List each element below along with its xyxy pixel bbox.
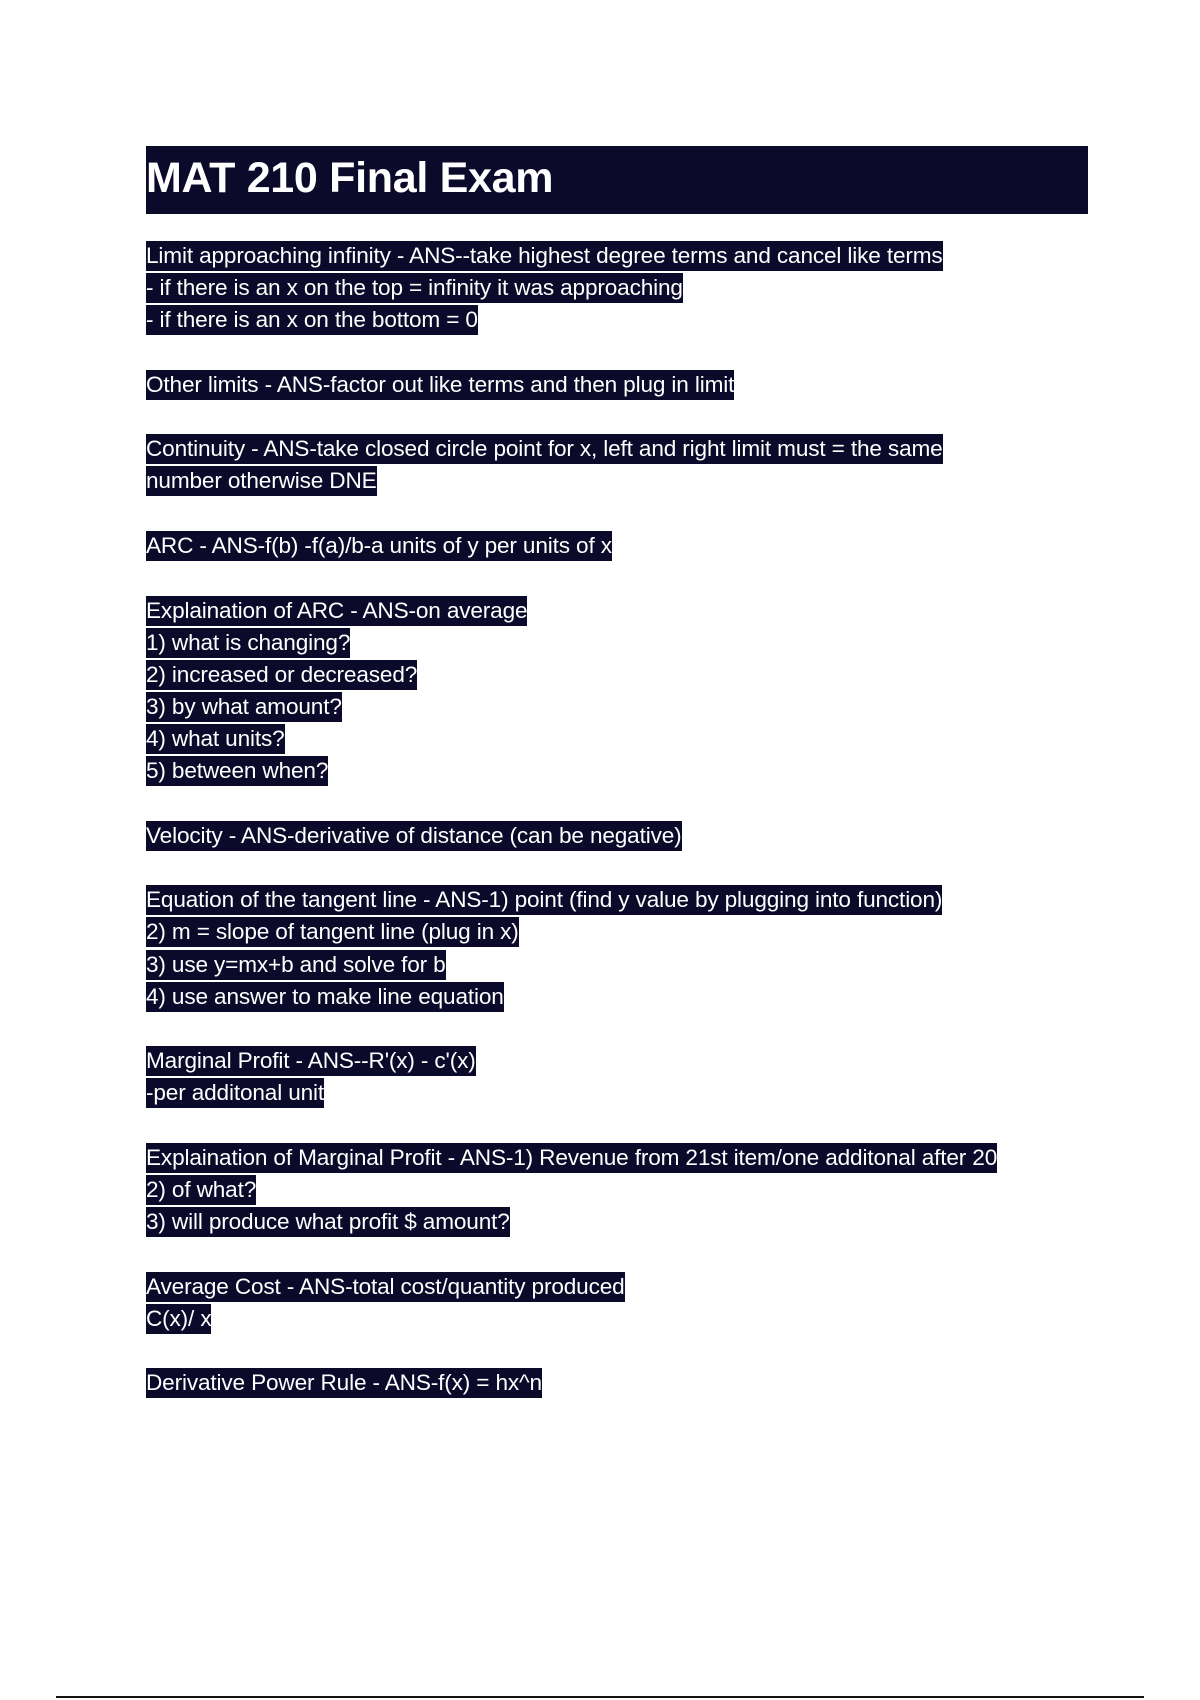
highlighted-text: 1) what is changing?: [146, 628, 350, 658]
flashcard-list: [146, 240, 1106, 1432]
highlighted-text: 2) increased or decreased?: [146, 660, 417, 690]
highlighted-text: 4) what units?: [146, 724, 285, 754]
highlighted-text: Limit approaching infinity - ANS--take highest degree terms and cancel like terms: [146, 241, 943, 271]
flashcard-entry: [146, 1045, 1106, 1109]
flashcard-answer-line: [146, 916, 1106, 948]
flashcard-entry: [146, 884, 1106, 1012]
flashcard-answer-line: [146, 723, 1106, 755]
highlighted-text: Derivative Power Rule - ANS-f(x) = hx^n: [146, 1368, 542, 1398]
flashcard-answer-line: [146, 949, 1106, 981]
flashcard-entry: [146, 530, 1106, 562]
highlighted-text: 2) m = slope of tangent line (plug in x): [146, 917, 519, 947]
flashcard-entry: [146, 595, 1106, 788]
flashcard-entry: [146, 240, 1106, 336]
flashcard-answer-line: [146, 1174, 1106, 1206]
highlighted-text: Explaination of Marginal Profit - ANS-1) Revenue from 21st item/one additonal after 20: [146, 1143, 997, 1173]
flashcard-answer-line: [146, 1206, 1106, 1238]
highlighted-text: number otherwise DNE: [146, 466, 377, 496]
highlighted-text: Explaination of ARC - ANS-on average: [146, 596, 527, 626]
flashcard-term-line: [146, 595, 1106, 627]
flashcard-entry: [146, 1367, 1106, 1399]
flashcard-term-line: [146, 820, 1106, 852]
flashcard-term-line: [146, 1271, 1106, 1303]
highlighted-text: Average Cost - ANS-total cost/quantity produced: [146, 1272, 625, 1302]
highlighted-text: 3) will produce what profit $ amount?: [146, 1207, 510, 1237]
highlighted-text: Equation of the tangent line - ANS-1) point (find y value by plugging into function): [146, 885, 942, 915]
highlighted-text: ARC - ANS-f(b) -f(a)/b-a units of y per units of x: [146, 531, 612, 561]
flashcard-term-line: [146, 1142, 1106, 1174]
highlighted-text: 4) use answer to make line equation: [146, 982, 504, 1012]
flashcard-term-line: [146, 884, 1106, 916]
highlighted-text: C(x)/ x: [146, 1304, 211, 1334]
highlighted-text: 2) of what?: [146, 1175, 256, 1205]
flashcard-answer-line: [146, 755, 1106, 787]
flashcard-entry: [146, 433, 1106, 497]
flashcard-answer-line: [146, 981, 1106, 1013]
highlighted-text: Velocity - ANS-derivative of distance (can be negative): [146, 821, 682, 851]
flashcard-term-line: [146, 240, 1106, 272]
flashcard-answer-line: [146, 272, 1106, 304]
flashcard-answer-line: [146, 627, 1106, 659]
flashcard-answer-line: [146, 1303, 1106, 1335]
highlighted-text: Continuity - ANS-take closed circle point for x, left and right limit must = the same: [146, 434, 943, 464]
flashcard-term-line: [146, 1045, 1106, 1077]
footer-divider: [56, 1696, 1144, 1698]
flashcard-entry: [146, 1271, 1106, 1335]
highlighted-text: 5) between when?: [146, 756, 328, 786]
highlighted-text: 3) by what amount?: [146, 692, 342, 722]
highlighted-text: Other limits - ANS-factor out like terms and then plug in limit: [146, 370, 734, 400]
flashcard-answer-line: [146, 659, 1106, 691]
highlighted-text: Marginal Profit - ANS--R'(x) - c'(x): [146, 1046, 476, 1076]
highlighted-text: - if there is an x on the top = infinity it was approaching: [146, 273, 683, 303]
highlighted-text: - if there is an x on the bottom = 0: [146, 305, 478, 335]
flashcard-answer-line: [146, 465, 1106, 497]
highlighted-text: -per additonal unit: [146, 1078, 324, 1108]
flashcard-entry: [146, 369, 1106, 401]
document-title: MAT 210 Final Exam: [146, 154, 554, 202]
flashcard-entry: [146, 1142, 1106, 1238]
flashcard-term-line: [146, 433, 1106, 465]
flashcard-term-line: [146, 369, 1106, 401]
flashcard-term-line: [146, 1367, 1106, 1399]
highlighted-text: 3) use y=mx+b and solve for b: [146, 950, 446, 980]
title-banner: [146, 146, 1088, 214]
flashcard-term-line: [146, 530, 1106, 562]
flashcard-answer-line: [146, 1077, 1106, 1109]
flashcard-answer-line: [146, 304, 1106, 336]
flashcard-answer-line: [146, 691, 1106, 723]
flashcard-entry: [146, 820, 1106, 852]
